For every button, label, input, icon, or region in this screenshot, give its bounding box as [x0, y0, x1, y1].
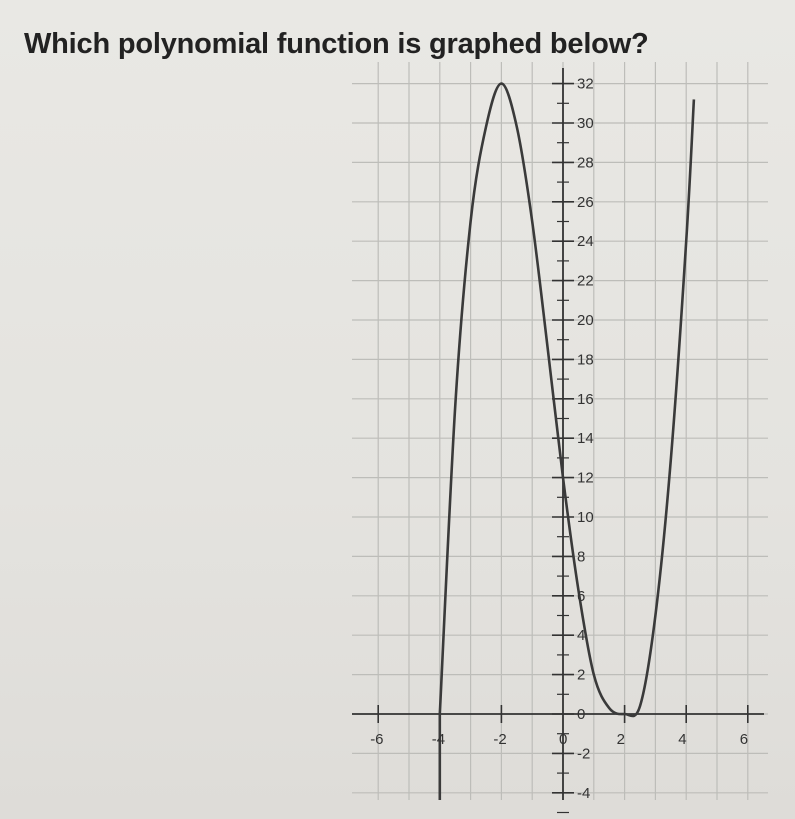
y-tick-label: 22	[577, 272, 594, 290]
y-tick-label: 20	[577, 312, 594, 329]
x-tick-label: 4	[678, 731, 687, 748]
y-tick-label: 8	[577, 548, 586, 566]
y-tick-label: 18	[577, 351, 594, 369]
y-tick-label: 10	[577, 509, 594, 526]
y-tick-label: 24	[577, 233, 594, 251]
y-tick-label: 2	[577, 666, 586, 684]
y-tick-label: 28	[577, 154, 594, 172]
x-tick-label: -6	[370, 731, 384, 748]
x-tick-label: 2	[616, 731, 625, 748]
y-tick-label: 14	[577, 430, 594, 448]
x-tick-label: 6	[739, 731, 749, 748]
x-tick-label: -4	[431, 731, 446, 748]
y-tick-label: 26	[577, 193, 594, 211]
x-tick-label: 0	[559, 731, 568, 748]
y-tick-label: -2	[577, 745, 591, 763]
grid-lines	[352, 62, 768, 800]
y-tick-label: 0	[577, 706, 586, 723]
y-tick-label: -4	[577, 784, 591, 802]
y-tick-label: 12	[577, 469, 594, 487]
y-tick-label: 6	[577, 587, 586, 605]
x-tick-label: -2	[493, 731, 507, 748]
y-tick-label: 4	[577, 627, 586, 645]
y-tick-label: 32	[577, 75, 594, 93]
question-text: Which polynomial function is graphed below?	[24, 28, 649, 60]
y-tick-label: 30	[577, 115, 594, 132]
y-tick-label: 16	[577, 390, 594, 408]
